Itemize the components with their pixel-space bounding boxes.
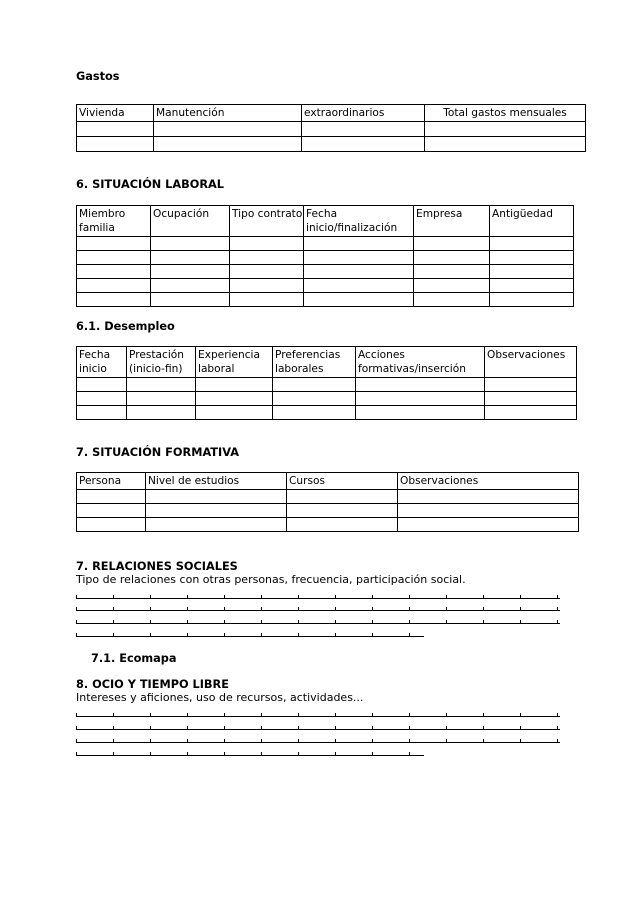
line-tick — [557, 713, 558, 717]
line-tick — [224, 752, 225, 756]
line-tick — [76, 713, 77, 717]
line-tick — [76, 633, 77, 637]
line-tick — [409, 607, 410, 611]
line-tick — [335, 620, 336, 624]
line-tick — [372, 752, 373, 756]
line-tick — [187, 607, 188, 611]
header-cell: Empresa — [414, 206, 490, 237]
line-tick — [224, 726, 225, 730]
line-tick — [446, 620, 447, 624]
line-tick — [224, 739, 225, 743]
line-tick — [298, 739, 299, 743]
line-tick — [446, 607, 447, 611]
header-cell: Nivel de estudios — [146, 473, 287, 490]
header-cell: Miembro familia — [77, 206, 151, 237]
line-tick — [409, 726, 410, 730]
line-tick — [76, 620, 77, 624]
line-tick — [335, 739, 336, 743]
line-tick — [187, 633, 188, 637]
desempleo-heading: 6.1. Desempleo — [76, 320, 175, 333]
header-cell: Fecha inicio — [77, 347, 127, 378]
table-row — [77, 237, 574, 251]
line-tick — [446, 713, 447, 717]
line-tick — [76, 752, 77, 756]
table-row — [77, 137, 586, 152]
line-tick — [335, 595, 336, 599]
table-header-row — [77, 105, 586, 122]
table-row — [77, 293, 574, 307]
answer-line[interactable] — [76, 716, 560, 717]
line-tick — [113, 633, 114, 637]
table-row — [77, 279, 574, 293]
line-tick — [76, 739, 77, 743]
line-tick — [409, 739, 410, 743]
line-tick — [520, 620, 521, 624]
line-tick — [224, 620, 225, 624]
line-tick — [224, 595, 225, 599]
line-tick — [224, 607, 225, 611]
formativa-heading: 7. SITUACIÓN FORMATIVA — [76, 446, 239, 459]
answer-line[interactable] — [76, 623, 560, 624]
line-tick — [113, 595, 114, 599]
line-tick — [113, 739, 114, 743]
line-tick — [261, 713, 262, 717]
line-tick — [261, 620, 262, 624]
table-row — [77, 251, 574, 265]
line-tick — [335, 752, 336, 756]
line-tick — [557, 607, 558, 611]
header-cell: Fecha inicio/finalización — [304, 206, 414, 237]
header-cell: Prestación (inicio-fin) — [127, 347, 196, 378]
ocio-heading: 8. OCIO Y TIEMPO LIBRE — [76, 678, 229, 691]
line-tick — [372, 595, 373, 599]
line-tick — [520, 713, 521, 717]
line-tick — [76, 607, 77, 611]
line-tick — [409, 595, 410, 599]
line-tick — [261, 595, 262, 599]
table-row — [77, 518, 579, 532]
line-tick — [483, 607, 484, 611]
line-tick — [409, 633, 410, 637]
table-row — [77, 265, 574, 279]
table-row — [77, 490, 579, 504]
table-header-row — [77, 206, 574, 237]
line-tick — [187, 620, 188, 624]
table-row — [77, 378, 577, 392]
header-cell: Observaciones — [398, 473, 579, 490]
header-cell: Manutención — [154, 105, 302, 122]
line-tick — [298, 607, 299, 611]
table-header-row — [77, 347, 577, 378]
line-tick — [483, 713, 484, 717]
line-tick — [113, 726, 114, 730]
answer-line[interactable] — [76, 598, 560, 599]
line-tick — [335, 713, 336, 717]
line-tick — [113, 752, 114, 756]
line-tick — [150, 739, 151, 743]
line-tick — [372, 726, 373, 730]
line-tick — [224, 713, 225, 717]
line-tick — [335, 607, 336, 611]
header-cell: Vivienda — [77, 105, 154, 122]
line-tick — [557, 739, 558, 743]
line-tick — [372, 633, 373, 637]
relaciones-heading: 7. RELACIONES SOCIALES — [76, 560, 238, 573]
header-cell: Antigüedad — [490, 206, 574, 237]
line-tick — [372, 620, 373, 624]
line-tick — [150, 752, 151, 756]
ocio-subtitle: Intereses y aficiones, uso de recursos, actividades... — [76, 691, 364, 704]
line-tick — [113, 607, 114, 611]
line-tick — [150, 726, 151, 730]
line-tick — [150, 633, 151, 637]
line-tick — [557, 726, 558, 730]
line-tick — [446, 726, 447, 730]
line-tick — [520, 726, 521, 730]
line-tick — [224, 633, 225, 637]
line-tick — [298, 713, 299, 717]
header-cell: Experiencia laboral — [196, 347, 273, 378]
line-tick — [520, 739, 521, 743]
line-tick — [150, 595, 151, 599]
header-cell: Tipo contrato — [230, 206, 304, 237]
line-tick — [298, 620, 299, 624]
line-tick — [261, 633, 262, 637]
line-tick — [557, 620, 558, 624]
line-tick — [483, 620, 484, 624]
line-tick — [483, 739, 484, 743]
line-tick — [150, 607, 151, 611]
line-tick — [113, 713, 114, 717]
line-tick — [187, 713, 188, 717]
gastos-heading: Gastos — [76, 70, 120, 83]
laboral-heading: 6. SITUACIÓN LABORAL — [76, 178, 224, 191]
line-tick — [557, 595, 558, 599]
line-tick — [446, 739, 447, 743]
header-cell: extraordinarios — [302, 105, 425, 122]
line-tick — [298, 633, 299, 637]
line-tick — [261, 726, 262, 730]
header-cell: Observaciones — [485, 347, 577, 378]
line-tick — [261, 607, 262, 611]
table-row — [77, 122, 586, 137]
line-tick — [372, 739, 373, 743]
line-tick — [187, 739, 188, 743]
formativa-table — [76, 472, 579, 532]
line-tick — [187, 752, 188, 756]
line-tick — [409, 620, 410, 624]
line-tick — [261, 739, 262, 743]
line-tick — [298, 752, 299, 756]
line-tick — [409, 752, 410, 756]
line-tick — [520, 607, 521, 611]
relaciones-subtitle: Tipo de relaciones con otras personas, frecuencia, participación social. — [76, 573, 466, 586]
line-tick — [187, 726, 188, 730]
line-tick — [150, 620, 151, 624]
line-tick — [76, 726, 77, 730]
line-tick — [335, 726, 336, 730]
line-tick — [372, 607, 373, 611]
header-cell: Preferencias laborales — [273, 347, 356, 378]
line-tick — [113, 620, 114, 624]
answer-line[interactable] — [76, 610, 560, 611]
desempleo-table — [76, 346, 577, 420]
table-row — [77, 392, 577, 406]
line-tick — [298, 595, 299, 599]
line-tick — [520, 595, 521, 599]
ecomapa-heading: 7.1. Ecomapa — [91, 652, 177, 665]
line-tick — [261, 752, 262, 756]
header-cell: Total gastos mensuales — [425, 105, 586, 122]
header-cell: Persona — [77, 473, 146, 490]
line-tick — [298, 726, 299, 730]
answer-line[interactable] — [76, 742, 560, 743]
header-cell: Ocupación — [151, 206, 230, 237]
header-cell: Acciones formativas/inserción — [356, 347, 485, 378]
laboral-table — [76, 205, 574, 307]
line-tick — [187, 595, 188, 599]
line-tick — [372, 713, 373, 717]
answer-line[interactable] — [76, 729, 560, 730]
line-tick — [335, 633, 336, 637]
line-tick — [409, 713, 410, 717]
gastos-table — [76, 104, 586, 152]
header-cell: Cursos — [287, 473, 398, 490]
table-row — [77, 504, 579, 518]
line-tick — [483, 726, 484, 730]
table-row — [77, 406, 577, 420]
line-tick — [76, 595, 77, 599]
line-tick — [150, 713, 151, 717]
table-header-row — [77, 473, 579, 490]
line-tick — [446, 595, 447, 599]
line-tick — [483, 595, 484, 599]
